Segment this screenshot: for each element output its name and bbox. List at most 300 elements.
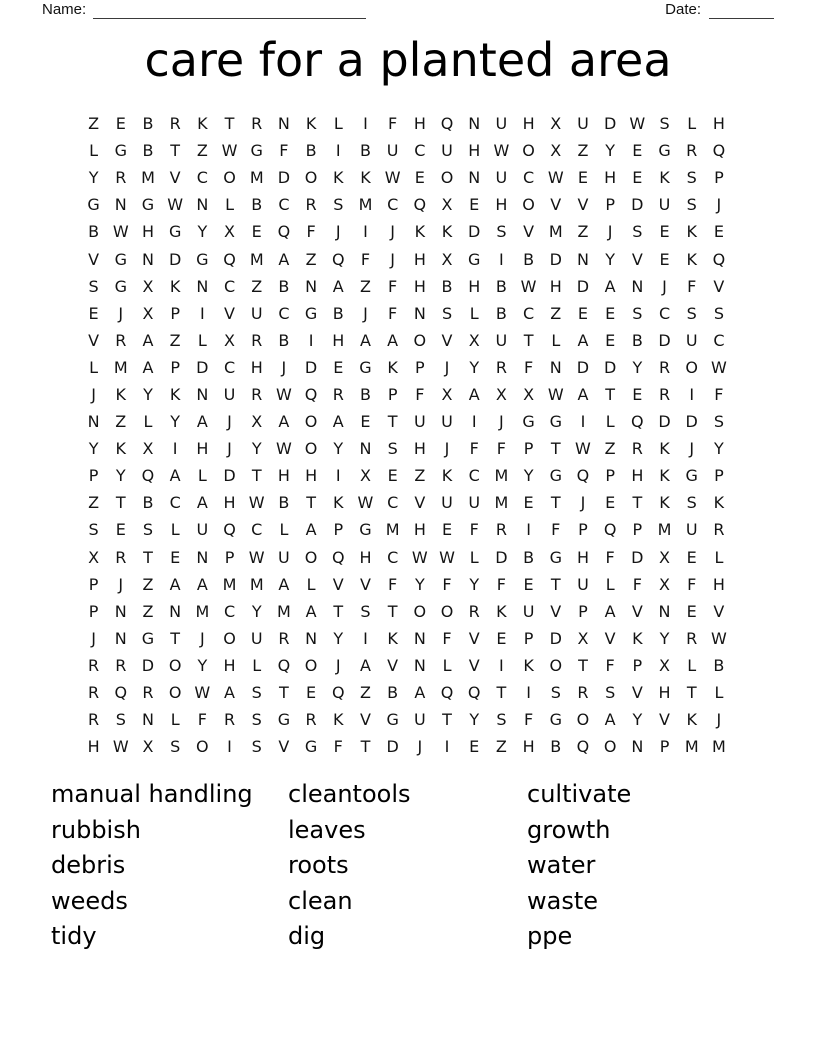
grid-letter: B: [713, 655, 725, 675]
grid-letter: V: [659, 710, 670, 730]
grid-letter: H: [413, 249, 426, 269]
grid-letter: Q: [141, 466, 155, 486]
grid-letter: C: [713, 330, 725, 350]
grid-letter: Q: [331, 547, 345, 567]
grid-letter: X: [441, 195, 453, 215]
grid-letter: Z: [88, 493, 100, 513]
grid-letter: Y: [469, 357, 480, 377]
grid-letter: D: [685, 412, 698, 432]
grid-letter: Y: [414, 574, 425, 594]
grid-letter: A: [169, 574, 181, 594]
grid-letter: Q: [631, 412, 644, 432]
grid-letter: M: [249, 249, 264, 269]
grid-letter: J: [199, 628, 205, 648]
grid-letter: Y: [632, 710, 643, 730]
grid-letter: H: [631, 466, 644, 486]
grid-letter: J: [335, 655, 341, 675]
grid-letter: U: [413, 412, 426, 432]
grid-letter: W: [167, 195, 184, 215]
grid-letter: P: [632, 520, 643, 540]
grid-letter: S: [115, 710, 126, 730]
grid-letter: E: [333, 357, 344, 377]
grid-letter: H: [495, 195, 508, 215]
grid-letter: N: [631, 737, 644, 757]
grid-letter: G: [250, 141, 263, 161]
grid-letter: R: [658, 357, 671, 377]
grid-letter: Z: [169, 330, 181, 350]
grid-letter: W: [493, 141, 510, 161]
grid-letter: K: [659, 439, 670, 459]
grid-letter: X: [441, 384, 453, 404]
grid-letter: U: [495, 114, 508, 134]
grid-letter: B: [142, 114, 154, 134]
grid-letter: R: [88, 683, 100, 703]
grid-letter: G: [468, 249, 481, 269]
grid-letter: J: [227, 439, 232, 459]
grid-letter: C: [468, 466, 480, 486]
grid-letter: S: [686, 168, 697, 188]
grid-letter: M: [494, 493, 509, 513]
grid-letter: N: [114, 195, 127, 215]
grid-letter: J: [689, 439, 695, 459]
grid-letter: K: [197, 114, 208, 134]
grid-letter: B: [387, 683, 399, 703]
grid-letter: F: [279, 141, 289, 161]
grid-letter: B: [305, 141, 317, 161]
grid-letter: J: [444, 357, 450, 377]
grid-letter: Q: [223, 249, 236, 269]
grid-letter: E: [170, 547, 181, 567]
grid-letter: O: [168, 655, 182, 675]
grid-letter: L: [687, 114, 697, 134]
grid-letter: X: [251, 412, 263, 432]
grid-letter: K: [115, 384, 127, 404]
grid-letter: O: [522, 195, 535, 215]
word-item: manual handling: [51, 780, 253, 808]
grid-letter: N: [413, 655, 426, 675]
grid-letter: E: [469, 195, 480, 215]
grid-letter: P: [632, 655, 643, 675]
grid-letter: U: [441, 141, 453, 161]
grid-letter: P: [714, 168, 724, 188]
grid-letter: J: [444, 439, 450, 459]
grid-letter: B: [278, 493, 290, 513]
grid-letter: H: [712, 574, 725, 594]
grid-letter: A: [278, 574, 290, 594]
grid-letter: Q: [331, 249, 345, 269]
grid-letter: J: [417, 737, 423, 757]
grid-letter: N: [549, 357, 562, 377]
grid-letter: I: [172, 439, 178, 459]
grid-letter: H: [250, 357, 263, 377]
grid-letter: V: [387, 655, 399, 675]
grid-letter: Y: [469, 710, 480, 730]
grid-letter: I: [199, 303, 205, 323]
grid-letter: K: [659, 466, 670, 486]
grid-letter: L: [170, 710, 180, 730]
grid-letter: O: [413, 330, 427, 350]
grid-letter: X: [550, 114, 562, 134]
grid-letter: W: [112, 222, 129, 242]
grid-letter: U: [386, 141, 399, 161]
grid-letter: B: [523, 249, 535, 269]
grid-letter: A: [224, 683, 235, 703]
grid-letter: G: [114, 249, 127, 269]
grid-letter: Q: [114, 683, 128, 703]
grid-letter: G: [549, 547, 562, 567]
grid-letter: P: [523, 628, 534, 648]
grid-letter: E: [441, 520, 453, 540]
grid-letter: I: [580, 412, 586, 432]
grid-letter: K: [115, 439, 127, 459]
grid-letter: Q: [440, 114, 454, 134]
grid-letter: Y: [251, 439, 262, 459]
grid-letter: J: [91, 628, 96, 648]
grid-letter: T: [170, 141, 181, 161]
grid-letter: B: [332, 303, 344, 323]
grid-letter: Z: [251, 276, 263, 296]
grid-letter: S: [88, 520, 99, 540]
grid-letter: R: [115, 168, 127, 188]
grid-letter: A: [196, 574, 208, 594]
grid-letter: O: [440, 168, 454, 188]
grid-letter: F: [523, 357, 534, 377]
word-item: roots: [288, 851, 349, 880]
grid-letter: N: [359, 439, 372, 459]
grid-letter: O: [168, 683, 182, 703]
grid-letter: T: [550, 439, 561, 459]
date-blank-line: [709, 4, 774, 19]
grid-letter: C: [169, 493, 181, 513]
grid-letter: X: [224, 330, 236, 350]
word-item: dig: [288, 922, 326, 951]
grid-letter: A: [332, 412, 344, 432]
grid-letter: D: [576, 357, 590, 377]
grid-letter: T: [387, 601, 398, 621]
grid-letter: A: [604, 601, 616, 621]
grid-letter: E: [469, 737, 480, 757]
grid-letter: Y: [605, 141, 616, 161]
puzzle-title: care for a planted area: [144, 33, 672, 87]
grid-letter: Y: [469, 574, 480, 594]
grid-letter: S: [142, 520, 154, 540]
grid-letter: F: [605, 547, 615, 567]
grid-letter: D: [631, 195, 644, 215]
grid-letter: O: [304, 412, 318, 432]
grid-letter: T: [115, 493, 126, 513]
grid-letter: I: [444, 737, 450, 757]
grid-letter: O: [522, 141, 535, 161]
grid-letter: U: [223, 384, 236, 404]
grid-letter: M: [249, 574, 264, 594]
grid-letter: C: [223, 276, 236, 296]
grid-letter: E: [605, 330, 616, 350]
grid-letter: P: [523, 439, 534, 459]
grid-letter: T: [333, 601, 344, 621]
grid-letter: D: [658, 412, 671, 432]
grid-letter: I: [499, 249, 504, 269]
grid-letter: X: [88, 547, 100, 567]
grid-letter: Q: [304, 384, 318, 404]
grid-letter: T: [523, 330, 534, 350]
grid-letter: L: [551, 330, 561, 350]
grid-letter: T: [387, 412, 398, 432]
grid-letter: D: [549, 628, 562, 648]
grid-letter: M: [249, 168, 264, 188]
grid-letter: V: [577, 195, 589, 215]
grid-letter: N: [413, 628, 426, 648]
grid-letter: B: [251, 195, 263, 215]
grid-letter: J: [363, 303, 368, 323]
grid-letter: K: [686, 249, 697, 269]
grid-letter: J: [118, 303, 124, 323]
grid-letter: Z: [142, 574, 154, 594]
grid-letter: N: [141, 710, 154, 730]
grid-letter: R: [115, 547, 127, 567]
grid-letter: A: [359, 330, 371, 350]
grid-letter: V: [713, 276, 725, 296]
grid-letter: E: [523, 574, 534, 594]
word-item: growth: [527, 815, 611, 844]
grid-letter: Q: [440, 683, 454, 703]
grid-letter: A: [169, 466, 181, 486]
grid-letter: C: [387, 493, 399, 513]
grid-letter: K: [632, 628, 643, 648]
grid-letter: X: [441, 249, 453, 269]
grid-letter: U: [250, 628, 263, 648]
grid-letter: T: [251, 466, 262, 486]
word-column: [51, 777, 253, 955]
grid-letter: U: [685, 520, 698, 540]
grid-letter: S: [632, 303, 643, 323]
grid-letter: M: [657, 520, 672, 540]
word-item: rubbish: [51, 815, 141, 844]
grid-letter: A: [142, 357, 154, 377]
grid-letter: G: [549, 466, 562, 486]
grid-letter: L: [714, 547, 724, 567]
grid-letter: Y: [714, 439, 724, 459]
grid-letter: N: [277, 114, 290, 134]
grid-letter: E: [632, 168, 643, 188]
grid-letter: L: [170, 520, 180, 540]
name-blank-line: [93, 4, 366, 19]
grid-letter: N: [305, 628, 318, 648]
grid-letter: E: [659, 249, 670, 269]
grid-letter: I: [308, 330, 314, 350]
grid-letter: V: [713, 601, 725, 621]
grid-letter: Q: [413, 195, 427, 215]
grid-letter: K: [333, 710, 344, 730]
grid-letter: P: [714, 466, 724, 486]
grid-letter: H: [576, 547, 589, 567]
grid-letter: F: [687, 276, 697, 296]
grid-letter: K: [169, 276, 181, 296]
grid-letter: D: [495, 547, 508, 567]
grid-letter: O: [223, 168, 236, 188]
grid-letter: D: [658, 330, 671, 350]
grid-letter: T: [550, 574, 561, 594]
grid-letter: P: [605, 195, 615, 215]
grid-letter: Q: [712, 141, 726, 161]
grid-letter: L: [225, 195, 234, 215]
grid-letter: R: [686, 141, 698, 161]
grid-letter: G: [277, 710, 291, 730]
word-item: water: [527, 851, 596, 880]
grid-letter: W: [112, 737, 129, 757]
grid-letter: P: [170, 303, 180, 323]
grid-letter: Y: [115, 466, 126, 486]
grid-letter: K: [686, 710, 697, 730]
grid-letter: O: [223, 628, 236, 648]
grid-letter: N: [169, 601, 182, 621]
word-item: ppe: [527, 922, 573, 951]
grid-letter: Y: [333, 628, 344, 648]
grid-letter: N: [141, 249, 154, 269]
grid-letter: E: [577, 168, 589, 188]
grid-letter: V: [631, 249, 643, 269]
grid-letter: O: [440, 601, 454, 621]
grid-letter: K: [169, 384, 181, 404]
grid-letter: R: [577, 683, 589, 703]
grid-letter: M: [358, 195, 373, 215]
grid-letter: Z: [115, 412, 127, 432]
grid-letter: V: [550, 195, 562, 215]
grid-letter: W: [575, 439, 591, 459]
grid-letter: I: [335, 141, 341, 161]
grid-letter: V: [631, 601, 643, 621]
grid-letter: H: [549, 276, 562, 296]
grid-letter: F: [388, 114, 398, 134]
grid-letter: Q: [467, 683, 481, 703]
grid-letter: S: [686, 493, 697, 513]
grid-letter: J: [335, 222, 341, 242]
grid-letter: X: [659, 655, 671, 675]
grid-letter: F: [687, 574, 697, 594]
grid-letter: K: [713, 493, 725, 513]
grid-letter: E: [686, 547, 697, 567]
grid-letter: H: [223, 655, 236, 675]
grid-letter: G: [114, 141, 127, 161]
grid-letter: Z: [305, 249, 317, 269]
grid-letter: A: [305, 601, 317, 621]
grid-letter: Y: [88, 439, 99, 459]
grid-letter: W: [248, 493, 265, 513]
grid-letter: H: [413, 114, 426, 134]
grid-letter: Y: [251, 601, 262, 621]
grid-letter: K: [360, 168, 371, 188]
grid-letter: K: [305, 114, 317, 134]
grid-letter: A: [414, 683, 426, 703]
grid-letter: B: [550, 737, 562, 757]
grid-letter: Y: [88, 168, 99, 188]
grid-letter: V: [631, 683, 643, 703]
grid-letter: O: [685, 357, 699, 377]
grid-letter: W: [248, 547, 265, 567]
grid-letter: H: [277, 466, 290, 486]
grid-letter: V: [604, 628, 616, 648]
grid-letter: R: [495, 357, 507, 377]
grid-letter: L: [605, 574, 615, 594]
grid-letter: S: [632, 222, 643, 242]
word-column: [288, 777, 411, 955]
grid-letter: K: [523, 655, 534, 675]
grid-letter: W: [221, 141, 238, 161]
grid-letter: Z: [359, 683, 371, 703]
grid-letter: M: [195, 601, 210, 621]
grid-letter: A: [278, 249, 290, 269]
grid-letter: Y: [143, 384, 153, 404]
grid-letter: H: [196, 439, 209, 459]
grid-letter: E: [577, 303, 589, 323]
grid-letter: M: [385, 520, 400, 540]
grid-letter: V: [523, 222, 535, 242]
grid-letter: A: [577, 384, 589, 404]
grid-letter: W: [275, 384, 292, 404]
grid-letter: T: [170, 628, 181, 648]
grid-letter: L: [605, 412, 615, 432]
grid-letter: D: [468, 222, 481, 242]
grid-letter: R: [305, 710, 317, 730]
grid-letter: H: [87, 737, 100, 757]
grid-letter: Y: [605, 249, 616, 269]
grid-letter: E: [496, 628, 507, 648]
grid-letter: Z: [495, 737, 507, 757]
grid-letter: A: [142, 330, 154, 350]
word-item: cultivate: [527, 780, 632, 808]
grid-letter: V: [414, 493, 426, 513]
grid-letter: N: [196, 547, 209, 567]
grid-letter: F: [605, 655, 615, 675]
grid-letter: V: [441, 330, 453, 350]
grid-letter: W: [194, 683, 211, 703]
grid-letter: X: [468, 330, 480, 350]
grid-letter: F: [469, 439, 479, 459]
grid-letter: U: [441, 493, 453, 513]
grid-letter: Q: [331, 683, 345, 703]
grid-letter: Z: [550, 303, 562, 323]
grid-letter: G: [549, 412, 562, 432]
grid-letter: D: [168, 249, 182, 269]
grid-letter: U: [495, 168, 508, 188]
grid-letter: G: [304, 737, 318, 757]
grid-letter: B: [142, 493, 154, 513]
grid-letter: W: [439, 547, 455, 567]
grid-letter: Q: [223, 520, 236, 540]
grid-letter: C: [278, 303, 290, 323]
grid-letter: I: [689, 384, 695, 404]
grid-letter: Q: [576, 737, 590, 757]
grid-letter: R: [278, 628, 290, 648]
grid-letter: B: [278, 276, 290, 296]
grid-letter: O: [304, 655, 318, 675]
grid-letter: F: [714, 384, 724, 404]
grid-letter: G: [658, 141, 671, 161]
grid-letter: S: [88, 276, 99, 296]
grid-letter: D: [603, 114, 617, 134]
grid-letter: R: [115, 655, 127, 675]
grid-letter: Q: [712, 249, 726, 269]
grid-letter: J: [281, 357, 287, 377]
grid-letter: Y: [333, 439, 344, 459]
grid-letter: H: [332, 330, 345, 350]
grid-letter: C: [196, 168, 208, 188]
grid-letter: Z: [196, 141, 208, 161]
grid-letter: W: [411, 547, 428, 567]
grid-letter: R: [88, 655, 100, 675]
grid-letter: N: [196, 276, 209, 296]
grid-letter: D: [386, 737, 399, 757]
grid-letter: E: [686, 601, 697, 621]
